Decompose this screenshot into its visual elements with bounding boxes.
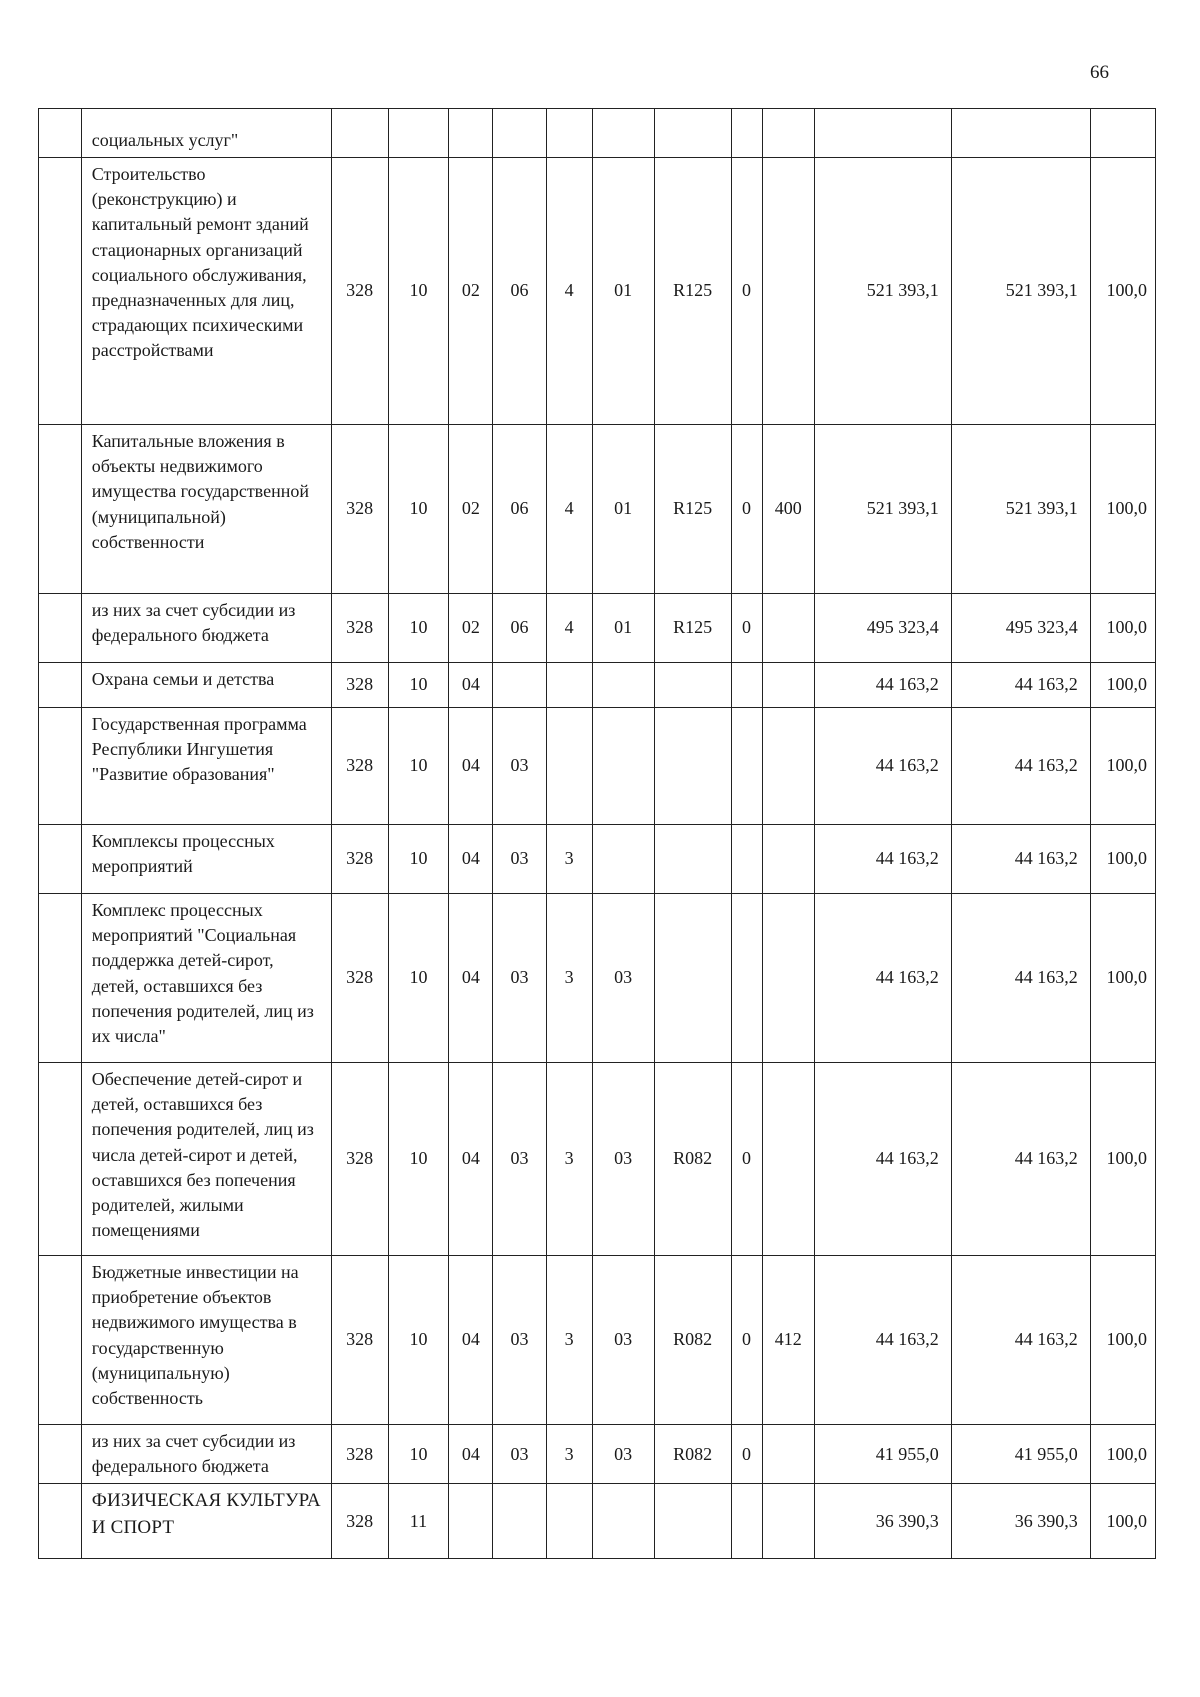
code-cell [493, 1484, 546, 1559]
code-cell: 400 [762, 425, 814, 594]
code-cell [592, 708, 654, 825]
code-cell [762, 1063, 814, 1256]
code-cell [449, 109, 493, 158]
code-cell: 328 [331, 1425, 388, 1484]
table-row [39, 663, 1156, 708]
code-cell: R125 [654, 158, 731, 425]
code-cell [493, 109, 546, 158]
percent-cell: 100,0 [1090, 825, 1155, 894]
amount-cell [951, 109, 1090, 158]
amount-cell: 41 955,0 [951, 1425, 1090, 1484]
amount-cell: 521 393,1 [814, 425, 951, 594]
percent-cell: 100,0 [1090, 158, 1155, 425]
row-name: социальных услуг" [81, 109, 331, 158]
code-cell [592, 1484, 654, 1559]
code-cell: 02 [449, 158, 493, 425]
amount-cell: 44 163,2 [951, 894, 1090, 1063]
code-cell: 3 [546, 1425, 592, 1484]
percent-cell: 100,0 [1090, 1063, 1155, 1256]
code-cell: 03 [493, 1425, 546, 1484]
code-cell [731, 1484, 762, 1559]
code-cell: 328 [331, 1484, 388, 1559]
row-name: Строительство (реконструкцию) и капитальный ремонт зданий стационарных организаций социального обслуживания, предназначенных для лиц, страдающих психическими расстройствами [81, 158, 331, 425]
code-cell: 0 [731, 1425, 762, 1484]
code-cell: 03 [493, 708, 546, 825]
code-cell [762, 1484, 814, 1559]
code-cell: 328 [331, 425, 388, 594]
code-cell [762, 825, 814, 894]
amount-cell: 521 393,1 [814, 158, 951, 425]
code-cell [654, 663, 731, 708]
code-cell: 11 [388, 1484, 449, 1559]
row-marker-cell [39, 1063, 82, 1256]
percent-cell: 100,0 [1090, 708, 1155, 825]
code-cell [331, 109, 388, 158]
code-cell [731, 663, 762, 708]
row-marker-cell [39, 663, 82, 708]
table-row [39, 1425, 1156, 1484]
code-cell [731, 109, 762, 158]
row-name: Комплекс процессных мероприятий "Социальная поддержка детей-сирот, детей, оставшихся без попечения родителей, лиц из их числа" [81, 894, 331, 1063]
code-cell: 4 [546, 425, 592, 594]
code-cell [762, 158, 814, 425]
amount-cell: 44 163,2 [951, 663, 1090, 708]
code-cell: 0 [731, 1063, 762, 1256]
amount-cell: 495 323,4 [814, 594, 951, 663]
code-cell: 328 [331, 594, 388, 663]
row-marker-cell [39, 894, 82, 1063]
page-number: 66 [1090, 62, 1109, 83]
row-marker-cell [39, 1484, 82, 1559]
percent-cell [1090, 109, 1155, 158]
amount-cell: 44 163,2 [814, 894, 951, 1063]
table-row [39, 594, 1156, 663]
table-row [39, 825, 1156, 894]
row-name: из них за счет субсидии из федерального бюджета [81, 594, 331, 663]
code-cell: 04 [449, 1063, 493, 1256]
row-name: Комплексы процессных мероприятий [81, 825, 331, 894]
code-cell: 04 [449, 1425, 493, 1484]
code-cell [762, 1425, 814, 1484]
code-cell: 04 [449, 825, 493, 894]
code-cell: 03 [493, 825, 546, 894]
amount-cell: 44 163,2 [951, 1256, 1090, 1425]
code-cell: 3 [546, 1063, 592, 1256]
table-row [39, 1063, 1156, 1256]
code-cell: 02 [449, 425, 493, 594]
code-cell: 03 [592, 894, 654, 1063]
code-cell: 10 [388, 158, 449, 425]
table-row [39, 1256, 1156, 1425]
code-cell: 3 [546, 1256, 592, 1425]
code-cell [546, 1484, 592, 1559]
code-cell [493, 663, 546, 708]
code-cell: 10 [388, 1425, 449, 1484]
code-cell: 04 [449, 1256, 493, 1425]
code-cell [731, 894, 762, 1063]
code-cell: 3 [546, 825, 592, 894]
table-row [39, 1484, 1156, 1559]
amount-cell: 44 163,2 [951, 1063, 1090, 1256]
code-cell: R125 [654, 425, 731, 594]
code-cell [762, 894, 814, 1063]
amount-cell: 44 163,2 [814, 1063, 951, 1256]
code-cell: 328 [331, 158, 388, 425]
table-row [39, 109, 1156, 158]
code-cell: 04 [449, 663, 493, 708]
code-cell: 01 [592, 594, 654, 663]
code-cell: 03 [493, 894, 546, 1063]
code-cell [762, 594, 814, 663]
row-name: Государственная программа Республики Ингушетия "Развитие образования" [81, 708, 331, 825]
code-cell: 412 [762, 1256, 814, 1425]
amount-cell [814, 109, 951, 158]
code-cell: 10 [388, 594, 449, 663]
code-cell: 3 [546, 894, 592, 1063]
amount-cell: 521 393,1 [951, 425, 1090, 594]
code-cell: 10 [388, 1063, 449, 1256]
code-cell: 10 [388, 663, 449, 708]
amount-cell: 495 323,4 [951, 594, 1090, 663]
code-cell [654, 894, 731, 1063]
code-cell: 10 [388, 825, 449, 894]
table-row [39, 158, 1156, 425]
code-cell: 328 [331, 894, 388, 1063]
code-cell: 03 [493, 1063, 546, 1256]
amount-cell: 44 163,2 [814, 1256, 951, 1425]
code-cell [762, 109, 814, 158]
code-cell [592, 825, 654, 894]
code-cell [731, 825, 762, 894]
row-marker-cell [39, 1425, 82, 1484]
code-cell: 04 [449, 894, 493, 1063]
code-cell [546, 663, 592, 708]
row-name: Капитальные вложения в объекты недвижимого имущества государственной (муниципальной) собственности [81, 425, 331, 594]
amount-cell: 36 390,3 [951, 1484, 1090, 1559]
code-cell: 328 [331, 1063, 388, 1256]
code-cell [654, 109, 731, 158]
row-name: ФИЗИЧЕСКАЯ КУЛЬТУРА И СПОРТ [81, 1484, 331, 1559]
code-cell: 03 [592, 1256, 654, 1425]
code-cell: 02 [449, 594, 493, 663]
table-row [39, 894, 1156, 1063]
row-marker-cell [39, 109, 82, 158]
code-cell: 328 [331, 1256, 388, 1425]
percent-cell: 100,0 [1090, 1256, 1155, 1425]
amount-cell: 44 163,2 [814, 708, 951, 825]
row-name: Обеспечение детей-сирот и детей, оставшихся без попечения родителей, лиц из числа детей-сирот и детей, оставшихся без попечения родителей, жилыми помещениями [81, 1063, 331, 1256]
code-cell: 0 [731, 1256, 762, 1425]
code-cell [592, 109, 654, 158]
code-cell [762, 663, 814, 708]
code-cell: 10 [388, 425, 449, 594]
row-marker-cell [39, 594, 82, 663]
percent-cell: 100,0 [1090, 663, 1155, 708]
code-cell [654, 825, 731, 894]
code-cell: R125 [654, 594, 731, 663]
code-cell: R082 [654, 1256, 731, 1425]
row-marker-cell [39, 708, 82, 825]
code-cell: 0 [731, 425, 762, 594]
code-cell: 10 [388, 894, 449, 1063]
code-cell [546, 109, 592, 158]
row-name: Бюджетные инвестиции на приобретение объектов недвижимого имущества в государственную (муниципальную) собственность [81, 1256, 331, 1425]
amount-cell: 44 163,2 [814, 825, 951, 894]
row-marker-cell [39, 1256, 82, 1425]
code-cell: 4 [546, 158, 592, 425]
code-cell: 01 [592, 158, 654, 425]
percent-cell: 100,0 [1090, 594, 1155, 663]
row-marker-cell [39, 425, 82, 594]
code-cell [654, 1484, 731, 1559]
code-cell: 03 [493, 1256, 546, 1425]
code-cell: 328 [331, 708, 388, 825]
amount-cell: 44 163,2 [814, 663, 951, 708]
code-cell [654, 708, 731, 825]
code-cell [388, 109, 449, 158]
code-cell: 03 [592, 1063, 654, 1256]
row-marker-cell [39, 825, 82, 894]
code-cell: 0 [731, 158, 762, 425]
row-name: из них за счет субсидии из федерального бюджета [81, 1425, 331, 1484]
code-cell: 01 [592, 425, 654, 594]
table-row [39, 425, 1156, 594]
budget-table [38, 108, 1156, 1559]
amount-cell: 41 955,0 [814, 1425, 951, 1484]
code-cell: 06 [493, 425, 546, 594]
percent-cell: 100,0 [1090, 894, 1155, 1063]
code-cell: 4 [546, 594, 592, 663]
code-cell: 10 [388, 708, 449, 825]
row-marker-cell [39, 158, 82, 425]
code-cell: 04 [449, 708, 493, 825]
code-cell: R082 [654, 1425, 731, 1484]
code-cell [546, 708, 592, 825]
code-cell: 06 [493, 158, 546, 425]
code-cell: 03 [592, 1425, 654, 1484]
code-cell: R082 [654, 1063, 731, 1256]
table-row [39, 708, 1156, 825]
code-cell: 328 [331, 825, 388, 894]
amount-cell: 521 393,1 [951, 158, 1090, 425]
code-cell [762, 708, 814, 825]
percent-cell: 100,0 [1090, 1484, 1155, 1559]
code-cell [449, 1484, 493, 1559]
amount-cell: 36 390,3 [814, 1484, 951, 1559]
percent-cell: 100,0 [1090, 425, 1155, 594]
percent-cell: 100,0 [1090, 1425, 1155, 1484]
amount-cell: 44 163,2 [951, 708, 1090, 825]
code-cell: 10 [388, 1256, 449, 1425]
row-name: Охрана семьи и детства [81, 663, 331, 708]
code-cell: 0 [731, 594, 762, 663]
code-cell [592, 663, 654, 708]
amount-cell: 44 163,2 [951, 825, 1090, 894]
code-cell: 328 [331, 663, 388, 708]
code-cell: 06 [493, 594, 546, 663]
code-cell [731, 708, 762, 825]
